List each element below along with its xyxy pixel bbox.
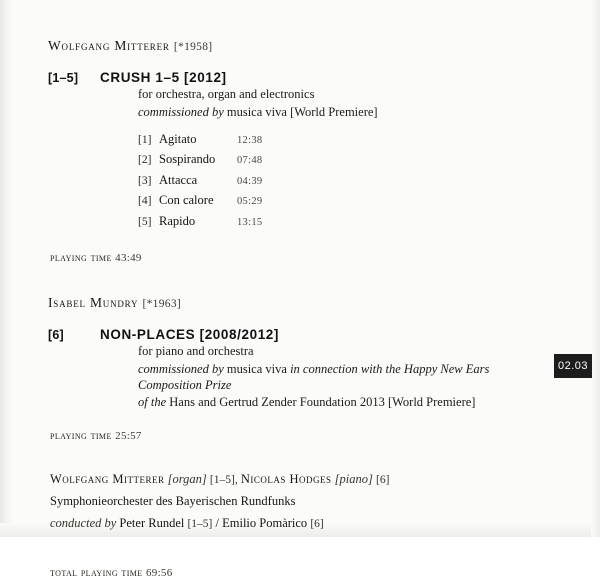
commission-line1-rest: in connection with the Happy New Ears Composition Prize (138, 361, 490, 393)
performers-orchestra (50, 491, 548, 513)
movement-duration: 13:15 (237, 217, 263, 228)
work-track-numbers: [6] (48, 327, 64, 342)
work-entry-1 (48, 38, 548, 265)
commission-line2-prefix: of the (138, 394, 167, 409)
composer-birth-year: [*1963] (142, 297, 181, 310)
commission-line2-body: Hans and Gertrud Zender Foundation 2013 (169, 394, 385, 409)
composer-birth-year: [*1958] (173, 41, 213, 53)
tracklist-content (48, 38, 548, 580)
movement-index: [2] (138, 154, 152, 167)
soloist-2-instrument: [piano] (334, 472, 373, 487)
composer-heading-2 (48, 295, 548, 311)
work-title: CRUSH 1–5 [2012] (100, 70, 227, 85)
conductor-1-tracks: [1–5] (187, 517, 213, 530)
composer-name: Isabel Mundry (48, 294, 139, 310)
playing-time-label: playing time (50, 249, 112, 264)
soloist-1-tracks: [1–5], (209, 474, 238, 487)
movement-index: [3] (138, 174, 152, 187)
movement-title: Con calore (159, 193, 214, 208)
conductor-2-name: Emilio Pomàrico (222, 515, 308, 530)
performers-conductors (50, 513, 548, 535)
movement-title: Sospirando (159, 152, 216, 167)
work-commission (138, 104, 548, 121)
commission-prefix: commissioned by (138, 105, 224, 119)
performers-block (50, 469, 548, 535)
movement-duration: 04:39 (237, 175, 263, 187)
performers-soloists (50, 469, 548, 491)
page-edge-right (591, 0, 600, 537)
playing-time-value: 43:49 (115, 251, 142, 264)
movement-duration: 07:48 (237, 155, 263, 167)
work-entry-2 (48, 295, 548, 444)
total-playing-time-value: 69:56 (145, 566, 173, 579)
soloist-2-name: Nicolas Hodges (240, 472, 332, 487)
movement-duration: 05:29 (237, 196, 263, 208)
conductor-2-tracks: [6] (310, 517, 324, 530)
commission-body: musica viva (226, 361, 287, 376)
commission-prefix: commissioned by (138, 361, 224, 376)
conductor-separator: / (215, 515, 219, 530)
page-number-tab: 02.03 (554, 354, 592, 378)
movement-index: [4] (138, 195, 152, 208)
movement-item (138, 170, 548, 191)
movement-duration: 12:38 (237, 134, 263, 146)
total-playing-time-label: total playing time (50, 564, 143, 579)
movement-title: Attacca (159, 172, 198, 187)
soloist-1-name: Wolfgang Mitterer (50, 472, 165, 487)
composer-name: Wolfgang Mitterer (48, 38, 170, 53)
conducted-by-label: conducted by (50, 515, 117, 530)
work-title-line-1 (48, 70, 548, 85)
playing-time-1 (50, 250, 548, 265)
work-scoring: for orchestra, organ and electronics (138, 87, 315, 101)
movement-title: Agitato (159, 131, 197, 146)
soloist-1-instrument: [organ] (167, 472, 207, 487)
commission-body: musica viva (226, 105, 287, 119)
movement-item (138, 190, 548, 211)
work-track-numbers: [1–5] (48, 71, 79, 85)
movement-item (138, 149, 548, 170)
work-title: NON-PLACES [2008/2012] (100, 326, 280, 342)
section-gap (48, 265, 548, 295)
page-edge-left (0, 0, 13, 537)
page-edge-top (0, 0, 600, 10)
playing-time-value: 25:57 (115, 430, 142, 443)
movement-list-1 (138, 129, 548, 232)
composer-heading-1 (48, 38, 548, 54)
playing-time-2 (50, 428, 548, 443)
movement-index: [1] (138, 133, 152, 146)
movement-title: Rapido (159, 214, 196, 228)
soloist-2-tracks: [6] (375, 474, 390, 487)
playing-time-label: playing time (50, 428, 112, 443)
movement-item (138, 129, 548, 150)
commission-line2-suffix: [World Premiere] (387, 394, 476, 409)
movement-index: [5] (138, 216, 152, 228)
work-title-line-2 (48, 327, 548, 342)
total-playing-time (50, 565, 548, 580)
orchestra-name: Symphonieorchester des Bayerischen Rundfunks (50, 494, 296, 508)
work-commission (138, 361, 548, 411)
conductor-1-name: Peter Rundel (119, 515, 185, 530)
work-scoring: for piano and orchestra (138, 343, 254, 358)
commission-suffix: [World Premiere] (290, 105, 378, 119)
movement-item (138, 211, 548, 232)
